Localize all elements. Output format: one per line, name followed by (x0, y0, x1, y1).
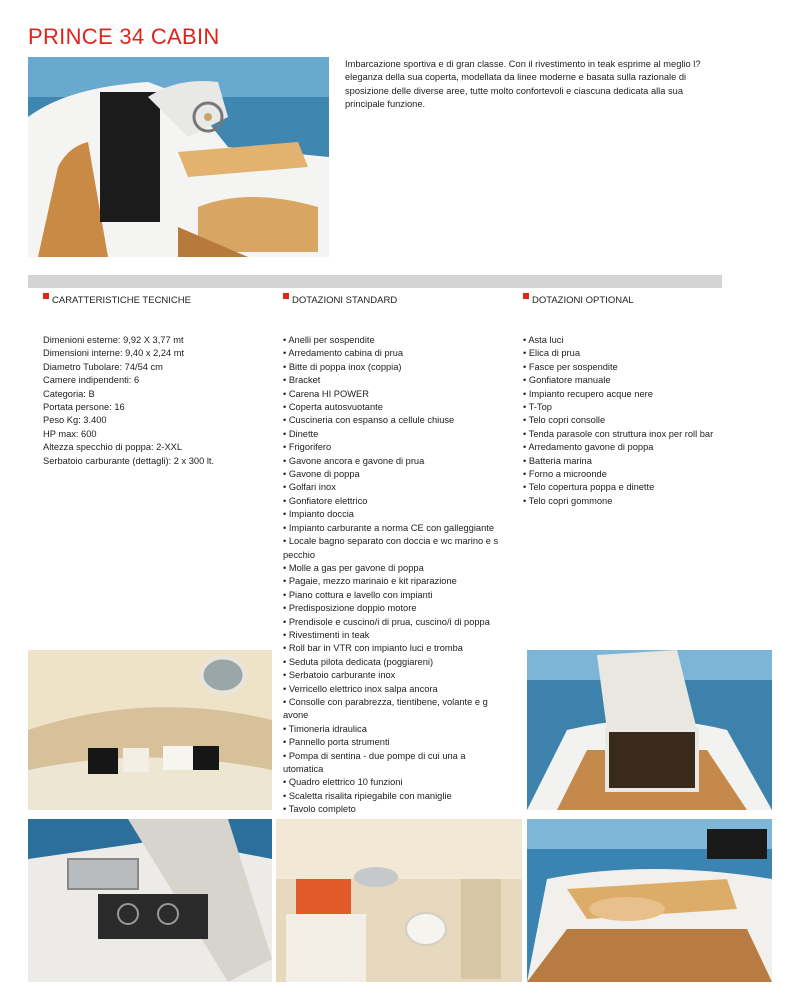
list-item: • Telo copertura poppa e dinette (523, 482, 655, 493)
list-item: • Gonfiatore manuale (523, 375, 611, 386)
list-item: • Impianto carburante a norma CE con galleggiante (283, 522, 495, 533)
list-item: • Seduta pilota dedicata (poggiareni) (283, 656, 434, 667)
main-deck-photo (28, 57, 329, 257)
cabin-photo (28, 650, 272, 810)
list-item: • Tenda parasole con struttura inox per roll bar (523, 428, 714, 439)
list-item: pecchio (283, 549, 316, 560)
list-item: • Telo copri gommone (523, 495, 613, 506)
list-item: • Roll bar in VTR con impianto luci e tromba (283, 643, 463, 654)
list-item: • Anelli per sospendite (283, 335, 375, 345)
list-item: • Elica di prua (523, 348, 580, 359)
standard-heading (283, 293, 397, 306)
dinette-photo (527, 819, 772, 982)
list-item: HP max: 600 (43, 428, 97, 439)
list-item: • Pompa di sentina - due pompe di cui una a (283, 750, 466, 761)
list-item: • Timoneria idraulica (283, 723, 367, 734)
list-item: • Scaletta risalita ripiegabile con maniglie (283, 790, 452, 801)
list-item: • Consolle con parabrezza, tientibene, volante e g (283, 696, 488, 707)
list-item: • Batteria marina (523, 455, 592, 466)
standard-heading-label: DOTAZIONI STANDARD (292, 295, 398, 306)
list-item: • Asta luci (523, 335, 564, 345)
list-item: Serbatoio carburante (dettagli): 2 x 300 lt. (43, 455, 215, 466)
section-divider-bar (28, 275, 722, 288)
intro-text: Imbarcazione sportiva e di gran classe. Con il rivestimento in teak esprime al meglio l?eleganza della sua coperta, modellata da linee moderne e basata sulla razionale di sposizione delle diverse aree, tutte molto confortevoli e ciascuna dedicata alla sua principale funzione. (345, 59, 701, 110)
list-item: • Telo copri consolle (523, 415, 606, 426)
list-item: Peso Kg: 3.400 (43, 415, 107, 426)
list-item: • Prendisole e cuscino/i di prua, cuscino/i di poppa (283, 616, 490, 627)
list-item: • Arredamento cabina di prua (283, 348, 404, 359)
list-item: Dimenioni esterne: 9,92 X 3,77 mt (43, 335, 184, 345)
list-item: • Gavone di poppa (283, 469, 360, 480)
optional-list (523, 334, 773, 508)
list-item: • Gonfiatore elettrico (283, 495, 368, 506)
list-item: Diametro Tubolare: 74/54 cm (43, 361, 163, 372)
specs-heading (43, 293, 191, 306)
list-item: • Serbatoio carburante inox (283, 670, 396, 681)
list-item: utomatica (283, 764, 324, 774)
optional-heading-label: DOTAZIONI OPTIONAL (532, 295, 634, 306)
list-item: • Locale bagno separato con doccia e wc marino e s (283, 536, 499, 547)
list-item: • Cuscineria con espanso a cellule chiuse (283, 415, 455, 426)
list-item: • Tavolo completo (283, 804, 356, 815)
bathroom-photo (276, 819, 522, 982)
specs-list (43, 334, 273, 468)
list-item: • Arredamento gavone di poppa (523, 442, 654, 453)
list-item: Camere indipendenti: 6 (43, 375, 140, 386)
list-item: • Pagaie, mezzo marinaio e kit riparazione (283, 576, 457, 587)
specs-heading-label: CARATTERISTICHE TECNICHE (52, 295, 191, 306)
list-item: Portata persone: 16 (43, 402, 125, 413)
list-item: Dimensioni interne: 9,40 x 2,24 mt (43, 348, 185, 359)
list-item: • Verricello elettrico inox salpa ancora (283, 683, 438, 694)
list-item: • Dinette (283, 428, 319, 439)
optional-heading (523, 293, 634, 306)
list-item: avone (283, 710, 309, 721)
list-item: • Impianto recupero acque nere (523, 388, 653, 399)
standard-list (283, 334, 515, 817)
list-item: • Rivestimenti in teak (283, 629, 370, 640)
red-square-bullet (43, 293, 49, 299)
list-item: • Bracket (283, 375, 321, 386)
list-item: • Fasce per sospendite (523, 361, 618, 372)
list-item: • Impianto doccia (283, 509, 354, 520)
list-item: • Bitte di poppa inox (coppia) (283, 361, 402, 372)
red-square-bullet (523, 293, 529, 299)
list-item: • T-Top (523, 402, 552, 413)
list-item: • Pannello porta strumenti (283, 737, 390, 748)
page-title: PRINCE 34 CABIN (28, 24, 220, 49)
list-item: • Molle a gas per gavone di poppa (283, 562, 424, 573)
list-item: • Golfari inox (283, 482, 336, 493)
bow-hatch-photo (527, 650, 772, 810)
list-item: • Predisposizione doppio motore (283, 603, 417, 614)
list-item: • Frigorifero (283, 442, 332, 453)
list-item: Altezza specchio di poppa: 2-XXL (43, 442, 183, 453)
list-item: Categoria: B (43, 388, 95, 399)
list-item: • Forno a microonde (523, 469, 607, 480)
list-item: • Quadro elettrico 10 funzioni (283, 777, 403, 788)
list-item: • Piano cottura e lavello con impianti (283, 589, 433, 600)
list-item: • Gavone ancora e gavone di prua (283, 455, 425, 466)
red-square-bullet (283, 293, 289, 299)
list-item: • Carena HI POWER (283, 388, 369, 399)
galley-photo (28, 819, 272, 982)
list-item: • Coperta autosvuotante (283, 402, 383, 413)
